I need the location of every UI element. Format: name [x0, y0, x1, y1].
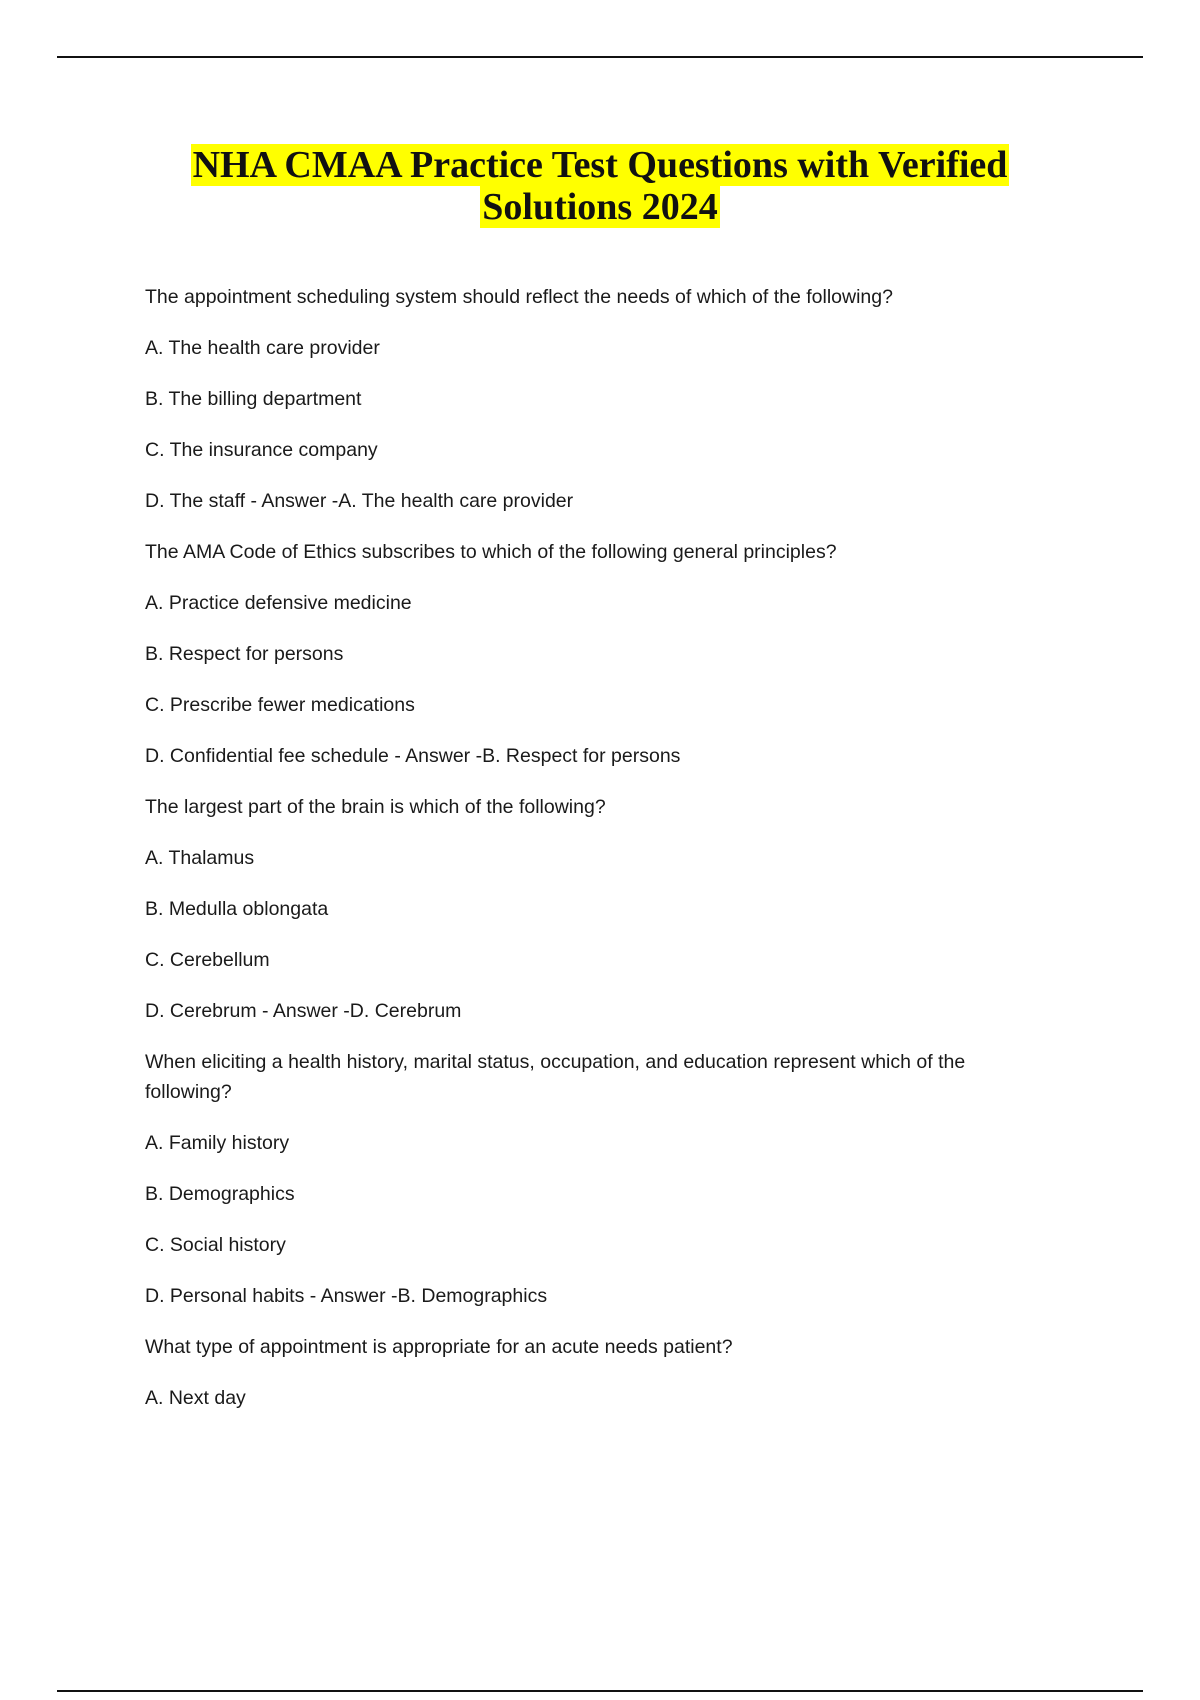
- title-line-2: Solutions 2024: [482, 186, 718, 228]
- question-list: [145, 282, 1045, 1434]
- question-option: C. Prescribe fewer medications: [145, 694, 415, 716]
- question-prompt: The largest part of the brain is which of the following?: [145, 796, 606, 818]
- question-prompt: When eliciting a health history, marital status, occupation, and education represent which of the following?: [145, 1051, 966, 1103]
- title-line-1: NHA CMAA Practice Test Questions with Verified: [192, 144, 1008, 186]
- question-prompt: What type of appointment is appropriate for an acute needs patient?: [145, 1336, 733, 1358]
- question-option: B. Medulla oblongata: [145, 898, 329, 920]
- question-option: A. The health care provider: [145, 337, 380, 359]
- question-option: A. Family history: [145, 1132, 290, 1154]
- question-option: B. Respect for persons: [145, 643, 344, 665]
- question-option: C. Cerebellum: [145, 949, 270, 971]
- document-title: [0, 144, 1200, 228]
- question-option-answer: D. Confidential fee schedule - Answer -B. Respect for persons: [145, 745, 681, 767]
- question-option: C. Social history: [145, 1234, 286, 1256]
- question-option-answer: D. Cerebrum - Answer -D. Cerebrum: [145, 1000, 462, 1022]
- question-prompt: The appointment scheduling system should reflect the needs of which of the following?: [145, 286, 893, 308]
- question-option-answer: D. The staff - Answer -A. The health care provider: [145, 490, 574, 512]
- question-option: B. Demographics: [145, 1183, 295, 1205]
- question-option: B. The billing department: [145, 388, 362, 410]
- question-option: A. Thalamus: [145, 847, 255, 869]
- question-prompt: The AMA Code of Ethics subscribes to which of the following general principles?: [145, 541, 837, 563]
- question-option-answer: D. Personal habits - Answer -B. Demographics: [145, 1285, 548, 1307]
- question-option: C. The insurance company: [145, 439, 378, 461]
- bottom-rule: [57, 1690, 1143, 1692]
- top-rule: [57, 56, 1143, 58]
- question-option: A. Next day: [145, 1387, 246, 1409]
- question-option: A. Practice defensive medicine: [145, 592, 412, 614]
